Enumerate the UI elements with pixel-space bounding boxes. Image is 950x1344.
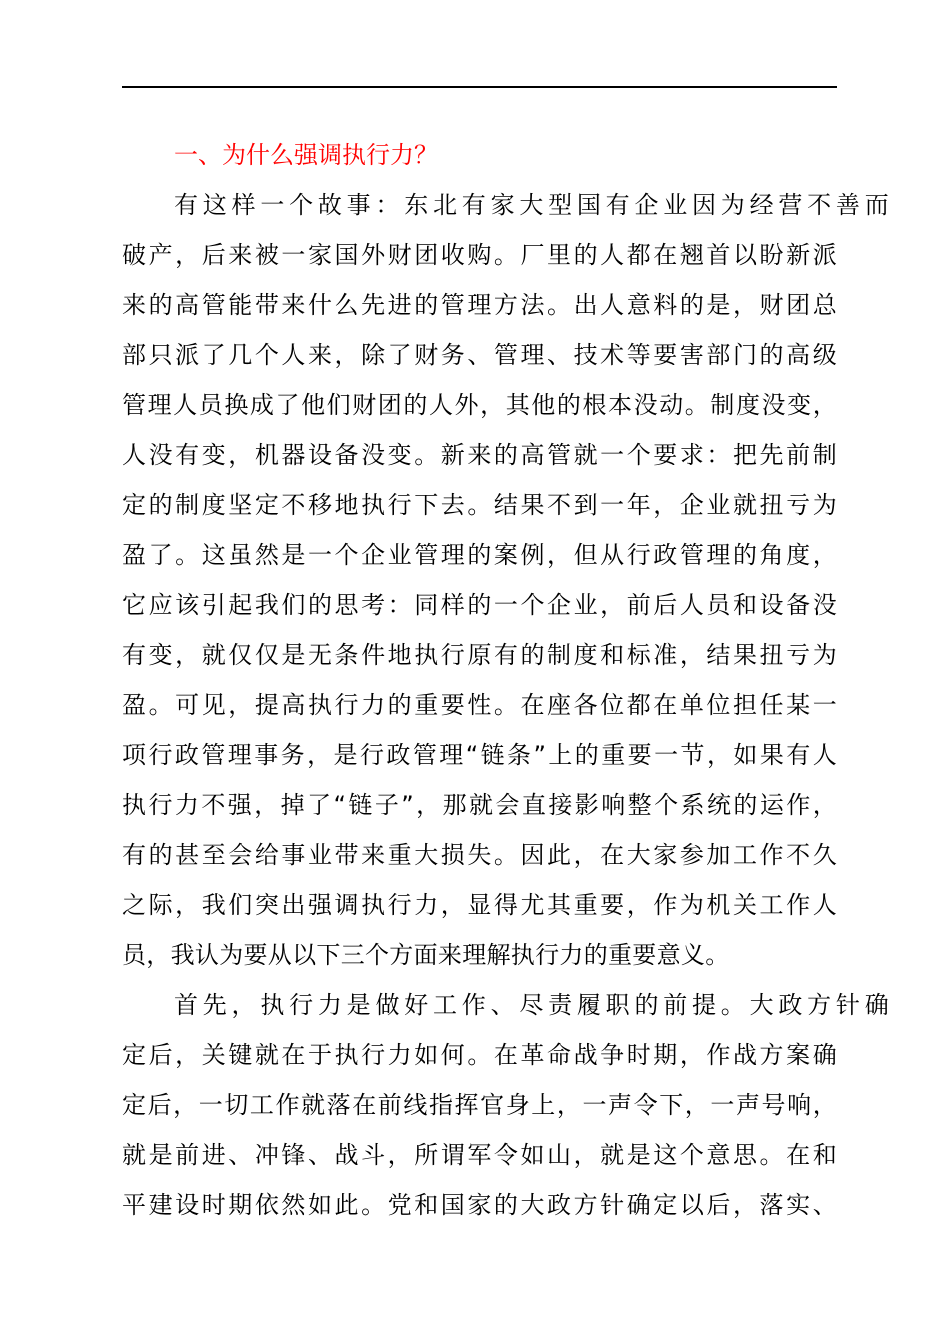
text-line: 执行力不强，掉了“链子”，那就会直接影响整个系统的运作， (122, 791, 837, 819)
text-line: 有这样一个故事：东北有家大型国有企业因为经营不善而 (174, 191, 889, 219)
text-line: 盈了。这虽然是一个企业管理的案例，但从行政管理的角度， (122, 541, 837, 569)
text-line: 有变，就仅仅是无条件地执行原有的制度和标准，结果扭亏为 (122, 641, 837, 669)
paragraph-first-point (122, 980, 889, 1230)
text-line: 平建设时期依然如此。党和国家的大政方针确定以后，落实、 (122, 1191, 837, 1219)
paragraph-story (122, 180, 889, 980)
header-rule (122, 86, 837, 88)
text-line: 就是前进、冲锋、战斗，所谓军令如山，就是这个意思。在和 (122, 1141, 837, 1169)
text-line: 定后，一切工作就落在前线指挥官身上，一声令下，一声号响， (122, 1091, 837, 1119)
text-line: 员，我认为要从以下三个方面来理解执行力的重要意义。 (122, 941, 730, 969)
text-line: 定的制度坚定不移地执行下去。结果不到一年，企业就扭亏为 (122, 491, 837, 519)
document-body (122, 130, 889, 1230)
text-line: 项行政管理事务，是行政管理“链条”上的重要一节，如果有人 (122, 741, 837, 769)
text-line: 管理人员换成了他们财团的人外，其他的根本没动。制度没变， (122, 391, 837, 419)
text-line: 之际，我们突出强调执行力，显得尤其重要，作为机关工作人 (122, 891, 837, 919)
text-line: 首先，执行力是做好工作、尽责履职的前提。大政方针确 (174, 991, 889, 1019)
section-heading: 一、为什么强调执行力？ (174, 141, 438, 169)
text-line: 来的高管能带来什么先进的管理方法。出人意料的是，财团总 (122, 291, 837, 319)
text-line: 它应该引起我们的思考：同样的一个企业，前后人员和设备没 (122, 591, 837, 619)
text-line: 盈。可见，提高执行力的重要性。在座各位都在单位担任某一 (122, 691, 837, 719)
text-line: 定后，关键就在于执行力如何。在革命战争时期，作战方案确 (122, 1041, 837, 1069)
text-line: 人没有变，机器设备没变。新来的高管就一个要求：把先前制 (122, 441, 837, 469)
text-line: 部只派了几个人来，除了财务、管理、技术等要害部门的高级 (122, 341, 837, 369)
text-line: 有的甚至会给事业带来重大损失。因此，在大家参加工作不久 (122, 841, 837, 869)
text-line: 破产，后来被一家国外财团收购。厂里的人都在翘首以盼新派 (122, 241, 837, 269)
